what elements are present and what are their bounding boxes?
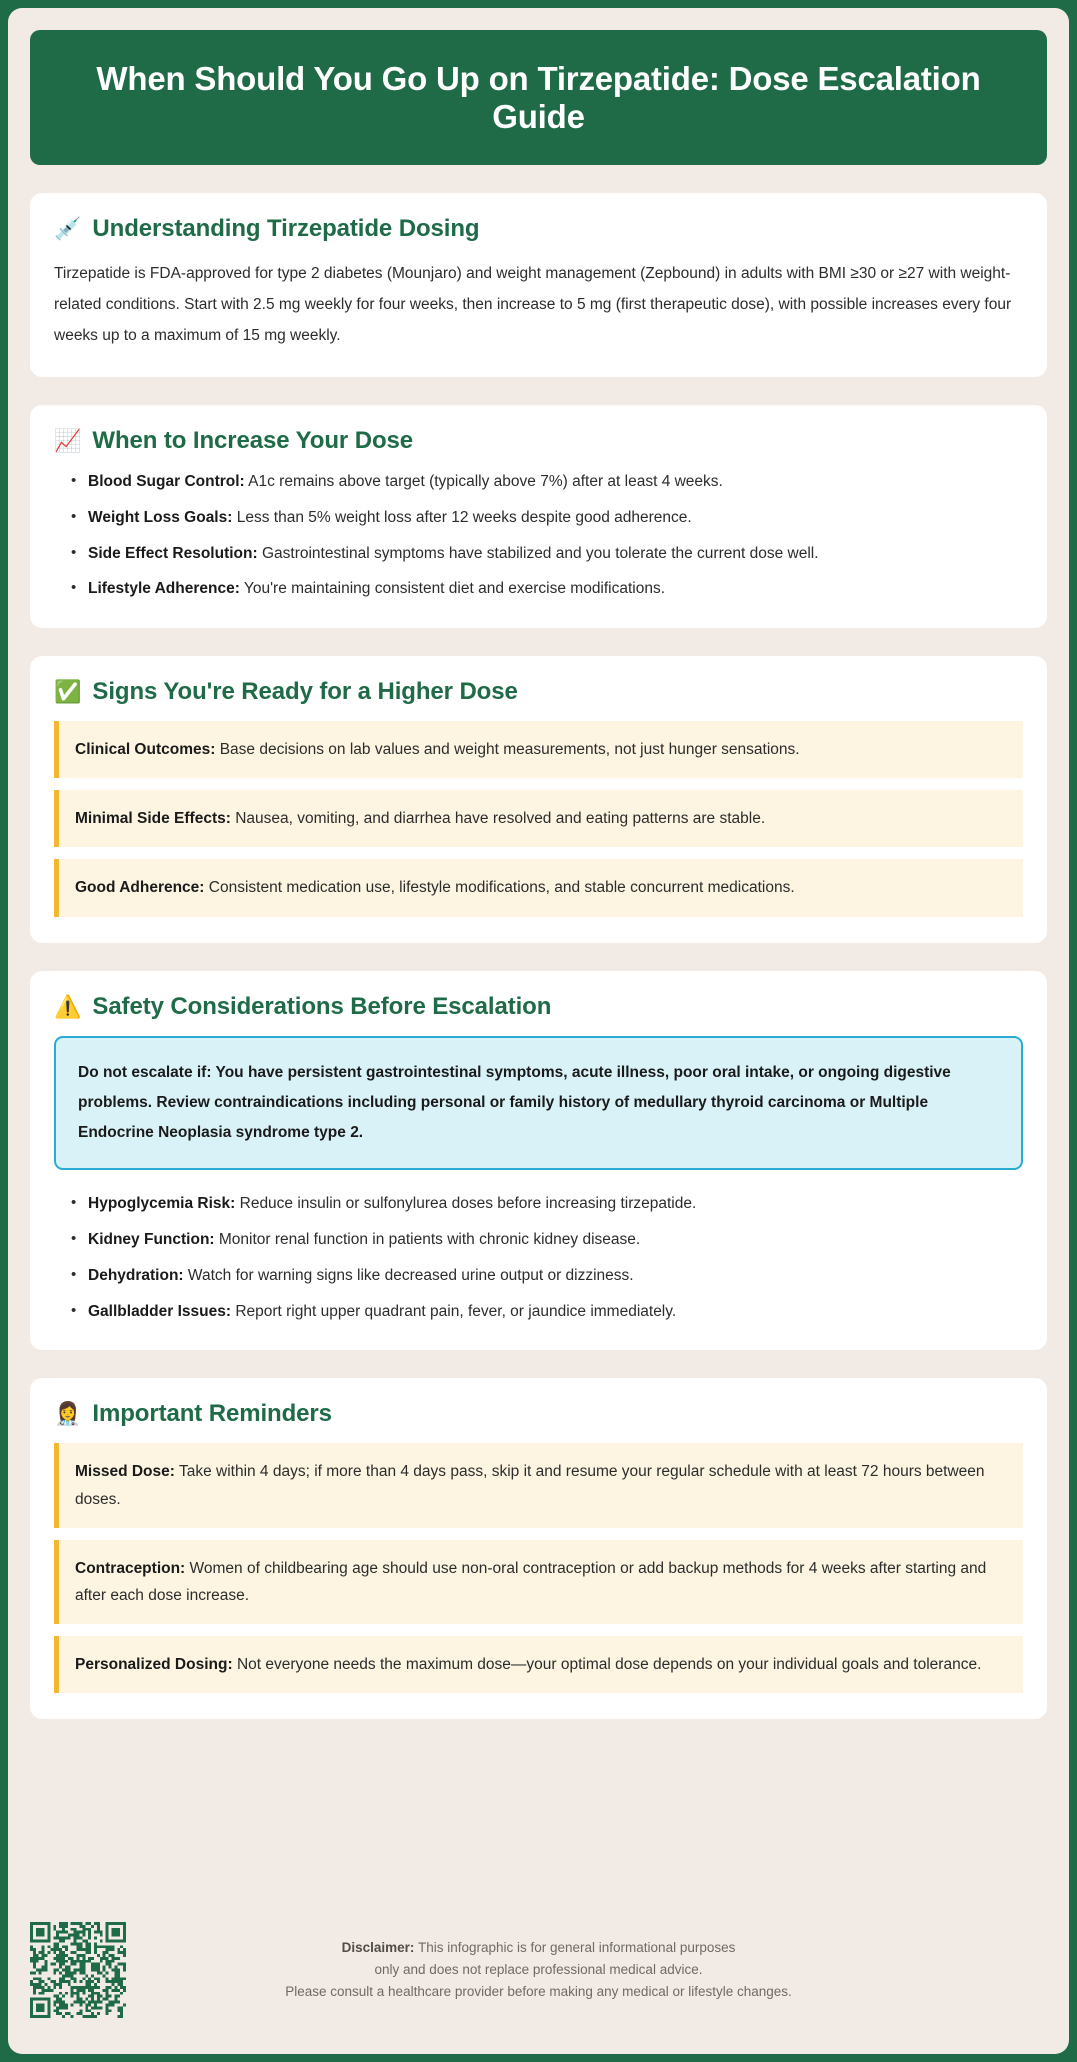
check-mark-icon: ✅ [54,679,82,705]
section-header [54,993,1023,1021]
list-item-lead: Gallbladder Issues: [88,1302,231,1320]
list-item-lead: Kidney Function: [88,1231,215,1249]
page-header [30,30,1047,165]
disclaimer-lead: Disclaimer: [341,1939,415,1955]
highlight-box-text: Not everyone needs the maximum dose—your optimal dose depends on your individual goals and tolerance. [236,1655,982,1673]
highlight-box-lead: Minimal Side Effects: [75,810,231,828]
highlight-box [54,1443,1023,1527]
highlight-box-lead: Clinical Outcomes: [75,741,216,759]
list-item [88,542,1023,567]
section-title: Signs You're Ready for a Higher Dose [92,678,518,706]
list-item [88,1228,1023,1253]
highlight-box [54,1636,1023,1693]
list-item-text: You're maintaining consistent diet and exercise modifications. [243,580,666,598]
section-header [54,215,1023,243]
warning-icon: ⚠️ [54,993,82,1019]
list-item-text: Less than 5% weight loss after 12 weeks despite good adherence. [236,508,692,526]
section-card-when-to-increase [30,405,1047,628]
warning-callout: Do not escalate if: You have persistent gastrointestinal symptoms, acute illness, poor oral intake, or ongoing digestive problems. Review contraindications including personal or family history of medullary thyroid carcinoma or Multiple Endocrine Neoplasia syndrome type 2. [54,1036,1023,1171]
section-title: When to Increase Your Dose [92,427,413,454]
highlight-box [54,859,1023,916]
section-card-important-reminders [30,1378,1047,1719]
section-title: Important Reminders [92,1400,332,1428]
list-item-lead: Lifestyle Adherence: [88,580,240,598]
page-footer [30,1888,1047,2054]
section-paragraph: Tirzepatide is FDA-approved for type 2 diabetes (Mounjaro) and weight management (Zepbound) in adults with BMI ≥30 or ≥27 with weight-related conditions. Start with 2.5 mg weekly for four weeks, then increase to 5 mg (first therapeutic dose), with possible increases every four weeks up to a maximum of 15 mg weekly. [54,265,1012,344]
highlight-box-text: Consistent medication use, lifestyle modifications, and stable concurrent medications. [208,879,795,897]
highlight-box-lead: Missed Dose: [75,1463,175,1481]
highlight-box-lead: Personalized Dosing: [75,1655,233,1673]
section-card-signs-ready [30,656,1047,942]
section-title: Safety Considerations Before Escalation [92,992,552,1020]
syringe-icon: 💉 [54,216,82,241]
section-header [54,678,1023,706]
highlight-box-text: Women of childbearing age should use non-oral contraception or add backup methods for 4 weeks after starting and after each dose increase. [75,1559,987,1604]
section-header [54,1400,1023,1428]
health-worker-icon: 👩‍⚕️ [54,1401,82,1427]
bullet-list [54,1192,1023,1324]
section-card-safety-considerations [30,971,1047,1351]
highlight-box [54,1540,1023,1624]
qr-code [30,1922,126,2018]
highlight-box-text: Nausea, vomiting, and diarrhea have resolved and eating patterns are stable. [235,810,766,828]
section-title: Understanding Tirzepatide Dosing [92,215,480,242]
highlight-box-text: Base decisions on lab values and weight measurements, not just hunger sensations. [219,741,800,759]
list-item [88,577,1023,602]
list-item-text: A1c remains above target (typically above 7%) after at least 4 weeks. [248,473,723,490]
highlight-box-lead: Contraception: [75,1559,186,1577]
list-item-text: Monitor renal function in patients with chronic kidney disease. [218,1231,641,1249]
list-item-text: Reduce insulin or sulfonylurea doses before increasing tirzepatide. [239,1195,697,1213]
list-item-lead: Hypoglycemia Risk: [88,1195,236,1213]
list-item-lead: Blood Sugar Control: [88,473,245,490]
highlight-box-text: Take within 4 days; if more than 4 days pass, skip it and resume your regular schedule with at least 72 hours between doses. [75,1463,985,1508]
page-title: When Should You Go Up on Tirzepatide: Dose Escalation Guide [96,59,981,135]
list-item-text: Report right upper quadrant pain, fever, or jaundice immediately. [235,1302,677,1320]
section-header [54,427,1023,455]
list-item-text: Gastrointestinal symptoms have stabilized and you tolerate the current dose well. [261,544,819,562]
disclaimer [126,1937,1047,2004]
disclaimer-line-2: only and does not replace professional medical advice. [374,1961,703,1977]
highlight-box [54,790,1023,847]
list-item [88,470,1023,495]
disclaimer-line-3: Please consult a healthcare provider before making any medical or lifestyle changes. [285,1984,792,2000]
list-item-text: Watch for warning signs like decreased urine output or dizziness. [187,1266,634,1284]
list-item [88,1300,1023,1325]
list-item [88,506,1023,531]
bullet-list [54,470,1023,602]
section-card-understanding-dosing [30,193,1047,377]
list-item-lead: Weight Loss Goals: [88,508,233,526]
list-item [88,1264,1023,1289]
list-item-lead: Dehydration: [88,1266,184,1284]
list-item-lead: Side Effect Resolution: [88,544,258,562]
list-item [88,1192,1023,1217]
highlight-box-lead: Good Adherence: [75,879,205,897]
page-inner [8,8,1069,2054]
chart-increasing-icon: 📈 [54,428,82,453]
highlight-box [54,721,1023,778]
disclaimer-line-1: This infographic is for general informational purposes [414,1939,736,1955]
